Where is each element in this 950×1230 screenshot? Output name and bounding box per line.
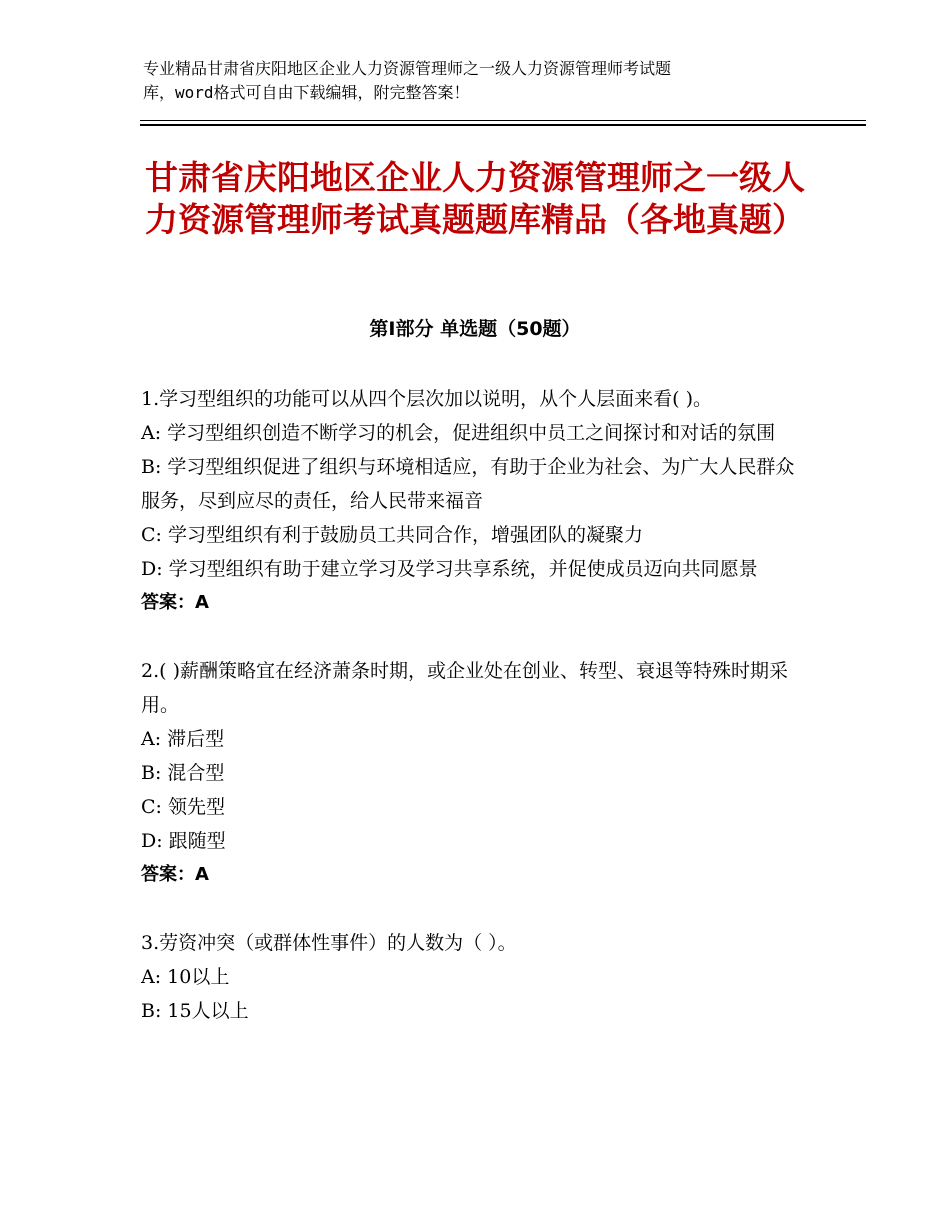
option-c: C: 领先型 bbox=[141, 796, 225, 818]
header-note bbox=[143, 57, 783, 105]
question-1 bbox=[141, 382, 811, 620]
question-3 bbox=[141, 926, 811, 1028]
option-d: D: 学习型组织有助于建立学习及学习共享系统，并促使成员迈向共同愿景 bbox=[141, 558, 758, 580]
option-c: C: 学习型组织有利于鼓励员工共同合作，增强团队的凝聚力 bbox=[141, 524, 643, 546]
question-text: 1.学习型组织的功能可以从四个层次加以说明，从个人层面来看( )。 bbox=[141, 388, 712, 410]
header-rule-thick bbox=[140, 124, 866, 126]
option-b: B: 混合型 bbox=[141, 762, 225, 784]
option-a: A: 10以上 bbox=[141, 966, 230, 988]
option-d: D: 跟随型 bbox=[141, 830, 226, 852]
question-text: 3.劳资冲突（或群体性事件）的人数为（ ）。 bbox=[141, 932, 517, 954]
answer: 答案：A bbox=[141, 592, 209, 613]
option-a: A: 滞后型 bbox=[141, 728, 225, 750]
question-2 bbox=[141, 654, 811, 892]
document-title: 甘肃省庆阳地区企业人力资源管理师之一级人力资源管理师考试真题题库精品（各地真题） bbox=[145, 158, 805, 239]
header-rule-thin bbox=[140, 120, 866, 121]
option-b: B: 15人以上 bbox=[141, 1000, 249, 1022]
header-note-line-2: 库，word格式可自由下载编辑，附完整答案！ bbox=[143, 83, 470, 102]
question-text: 2.( )薪酬策略宜在经济萧条时期，或企业处在创业、转型、衰退等特殊时期采用。 bbox=[141, 660, 788, 716]
section-heading: 第Ⅰ部分 单选题（50题） bbox=[369, 318, 581, 340]
answer: 答案：A bbox=[141, 864, 209, 885]
header-note-line-1: 专业精品甘肃省庆阳地区企业人力资源管理师之一级人力资源管理师考试题 bbox=[143, 59, 672, 78]
option-b: B: 学习型组织促进了组织与环境相适应，有助于企业为社会、为广大人民群众服务，尽到应尽的责任，给人民带来福音 bbox=[141, 456, 795, 512]
option-a: A: 学习型组织创造不断学习的机会，促进组织中员工之间探讨和对话的氛围 bbox=[141, 422, 776, 444]
question-list bbox=[141, 382, 811, 1062]
